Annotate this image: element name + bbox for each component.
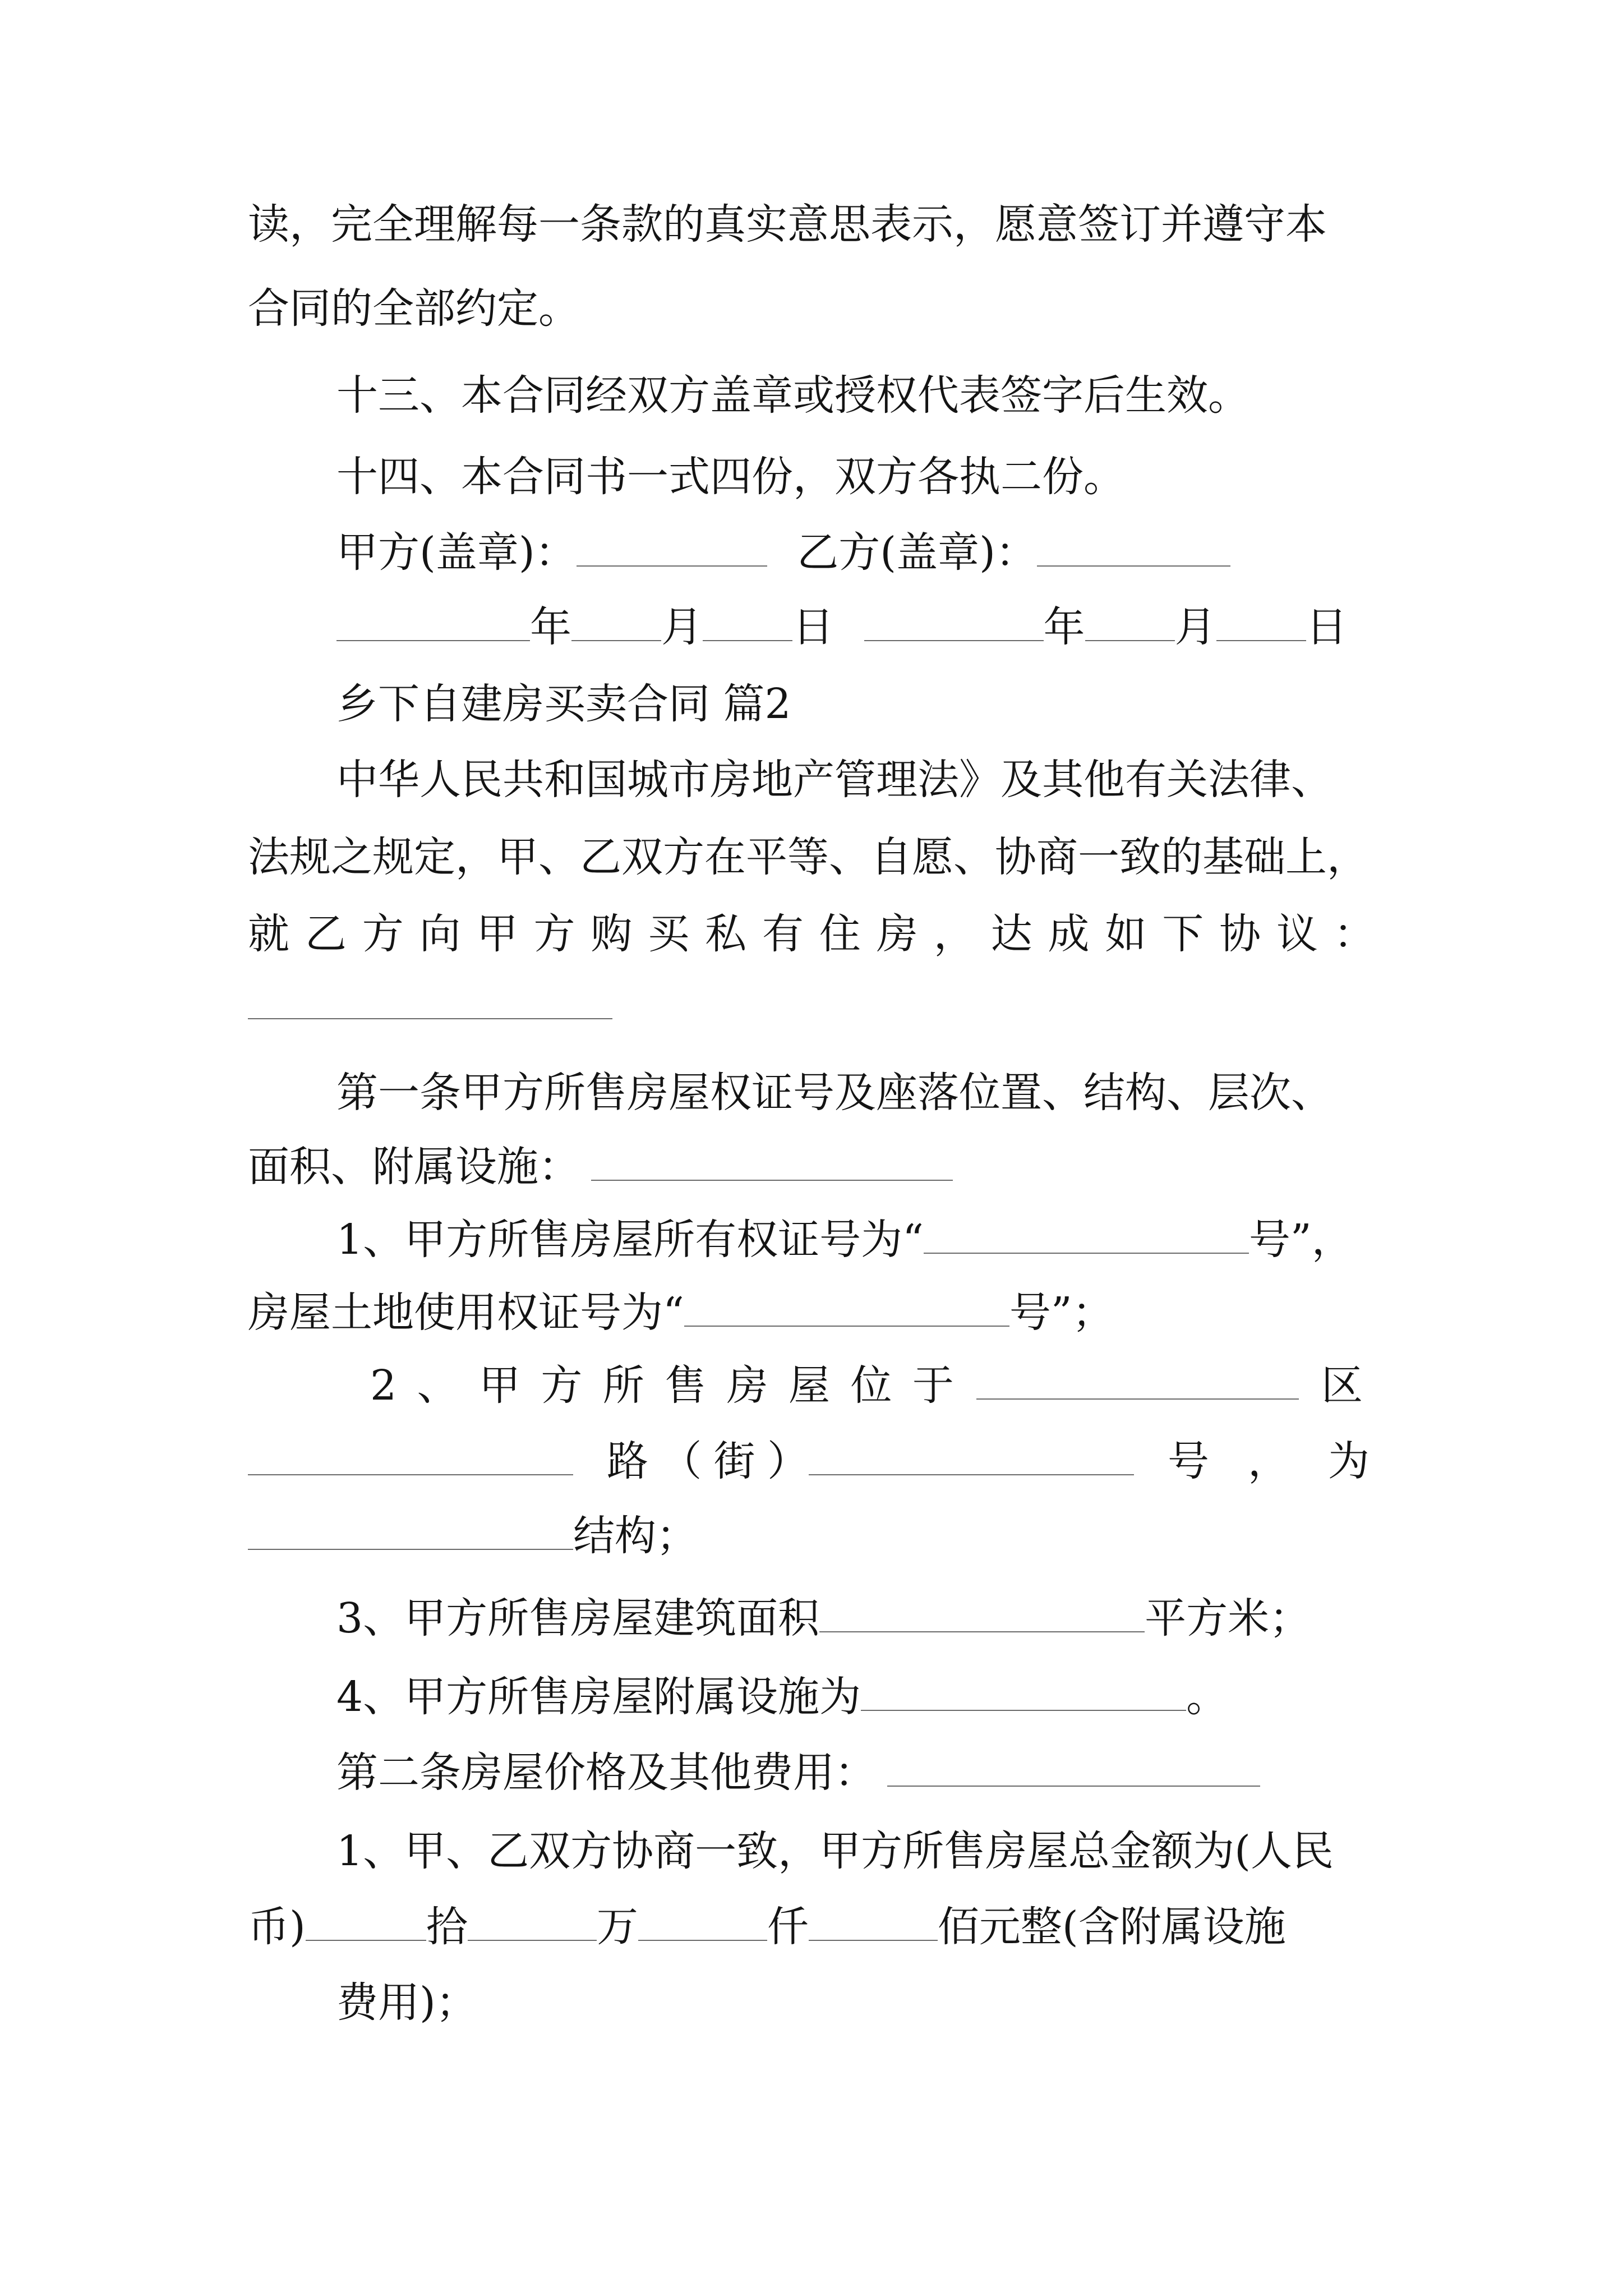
clause-14: 十四、本合同书一式四份，双方各执二份。 — [336, 453, 1125, 501]
text-line-justified — [248, 906, 1375, 962]
year-label: 年 — [1043, 603, 1085, 651]
facilities-blank — [861, 1676, 1186, 1711]
item-4-end: 。 — [1186, 1673, 1228, 1721]
price-blank — [887, 1752, 1260, 1787]
item-2-text — [370, 1358, 954, 1414]
text-line — [248, 1139, 953, 1195]
year-blank — [336, 606, 530, 641]
district-label: 区 — [1321, 1361, 1363, 1410]
spaced-char: 如 — [1105, 910, 1147, 958]
spaced-char: 方 — [362, 910, 404, 958]
road-blank — [248, 1441, 573, 1475]
day-blank — [703, 606, 792, 641]
amount-blank — [468, 1906, 597, 1941]
spaced-char: 房 — [876, 910, 918, 958]
spaced-char: 为 — [1328, 1437, 1370, 1485]
spaced-char: 街 — [713, 1437, 755, 1485]
spaced-char: ： — [1333, 910, 1375, 958]
spaced-char: 屋 — [789, 1361, 831, 1410]
item-2 — [370, 1358, 1363, 1414]
spaced-char: ） — [767, 1437, 809, 1485]
spaced-char: 乙 — [305, 910, 347, 958]
amount-unit: 拾 — [426, 1903, 468, 1951]
spaced-char: 路 — [607, 1437, 648, 1485]
spaced-char: 私 — [705, 910, 747, 958]
spaced-char: 买 — [648, 910, 690, 958]
signature-line — [336, 524, 1230, 581]
month-blank — [571, 606, 661, 641]
spaced-char: 协 — [1219, 910, 1261, 958]
structure-label: 结构； — [573, 1512, 698, 1560]
amount-line — [248, 1899, 1286, 1955]
spaced-char: 房 — [726, 1361, 768, 1410]
spaced-char: 售 — [665, 1361, 707, 1410]
amount-blank — [306, 1906, 426, 1941]
party-b-label: 乙方(盖章)： — [797, 528, 1038, 577]
spaced-char: 所 — [602, 1361, 644, 1410]
item-1 — [336, 1212, 1353, 1268]
item-4 — [336, 1669, 1228, 1725]
text-line: 读，完全理解每一条款的真实意思表示，愿意签订并遵守本 — [248, 200, 1327, 249]
spaced-char: 达 — [990, 910, 1032, 958]
year-label: 年 — [530, 603, 571, 651]
amount-unit: 仟 — [767, 1903, 809, 1951]
spaced-char: ， — [933, 910, 975, 958]
article-2-text: 第二条房屋价格及其他费用： — [336, 1749, 876, 1797]
structure-blank — [248, 1515, 573, 1550]
underline-blank — [248, 1018, 612, 1019]
spaced-char: 位 — [850, 1361, 892, 1410]
month-label: 月 — [661, 603, 703, 651]
ownership-cert-blank — [924, 1219, 1249, 1254]
text-line: 合同的全部约定。 — [248, 284, 580, 333]
spaced-char: 号 — [1168, 1437, 1209, 1485]
spaced-char: 方 — [533, 910, 575, 958]
spaced-char: 2 — [370, 1361, 397, 1410]
party-a-label: 甲方(盖章)： — [336, 528, 577, 577]
year-blank — [864, 606, 1044, 641]
spaced-char: 方 — [541, 1361, 583, 1410]
spaced-char: 住 — [819, 910, 861, 958]
month-blank — [1085, 606, 1175, 641]
spaced-char: 有 — [762, 910, 804, 958]
spaced-char: 向 — [419, 910, 461, 958]
day-blank — [1216, 606, 1306, 641]
text-line — [248, 1433, 1370, 1489]
text-line: 中华人民共和国城市房地产管理法》及其他有关法律、 — [336, 756, 1332, 804]
road-label — [607, 1433, 809, 1489]
amount-prefix: 币) — [248, 1903, 306, 1951]
amount-suffix: 佰元整(含附属设施 — [937, 1903, 1286, 1951]
text-line — [248, 1508, 698, 1564]
article-1: 第一条甲方所售房屋权证号及座落位置、结构、层次、 — [336, 1069, 1332, 1117]
item-1-cont-end: 号”； — [1009, 1289, 1114, 1337]
date-line — [336, 599, 1348, 655]
article-2 — [336, 1745, 1260, 1801]
spaced-char: 就 — [248, 910, 289, 958]
text-line: 法规之规定，甲、乙双方在平等、自愿、协商一致的基础上， — [248, 833, 1368, 881]
amount-blank — [638, 1906, 767, 1941]
number-blank — [809, 1441, 1134, 1475]
spaced-char: 议 — [1276, 910, 1318, 958]
amount-blank — [809, 1906, 938, 1941]
number-label — [1168, 1433, 1370, 1489]
spaced-char: 下 — [1162, 910, 1204, 958]
spaced-char: （ — [660, 1437, 702, 1485]
day-label: 日 — [1306, 603, 1348, 651]
item-1-cont: 房屋土地使用权证号为“ — [248, 1289, 684, 1337]
spaced-char: 于 — [912, 1361, 954, 1410]
land-cert-blank — [684, 1292, 1009, 1327]
facilities-blank — [591, 1146, 953, 1181]
party-a-blank — [577, 532, 767, 567]
spaced-char: 甲 — [476, 910, 518, 958]
area-blank — [819, 1598, 1145, 1632]
item-1-end: 号”， — [1248, 1216, 1353, 1264]
item-4-text: 4、甲方所售房屋附属设施为 — [336, 1673, 861, 1721]
text-line — [248, 1285, 1114, 1341]
item-3 — [336, 1590, 1311, 1646]
day-label: 日 — [792, 603, 834, 651]
spaced-char: ， — [1248, 1437, 1289, 1485]
item-1-text: 1、甲方所售房屋所有权证号为“ — [336, 1216, 924, 1264]
spaced-char: 甲 — [478, 1361, 520, 1410]
clause-13: 十三、本合同经双方盖章或授权代表签字后生效。 — [336, 371, 1249, 420]
district-blank — [976, 1365, 1299, 1400]
spaced-char: 成 — [1048, 910, 1090, 958]
section-heading: 乡下自建房买卖合同 篇2 — [336, 680, 791, 728]
amount-unit: 万 — [596, 1903, 638, 1951]
item-3-end: 平方米； — [1145, 1594, 1311, 1642]
party-b-blank — [1037, 532, 1230, 567]
article-1-cont: 面积、附属设施： — [248, 1143, 580, 1191]
text-line: 费用)； — [336, 1978, 477, 2027]
item-3-text: 3、甲方所售房屋建筑面积 — [336, 1594, 820, 1642]
text-line: 1、甲、乙双方协商一致，甲方所售房屋总金额为(人民 — [336, 1827, 1334, 1875]
month-label: 月 — [1174, 603, 1216, 651]
spaced-char: 、 — [417, 1361, 459, 1410]
spaced-char: 购 — [591, 910, 633, 958]
